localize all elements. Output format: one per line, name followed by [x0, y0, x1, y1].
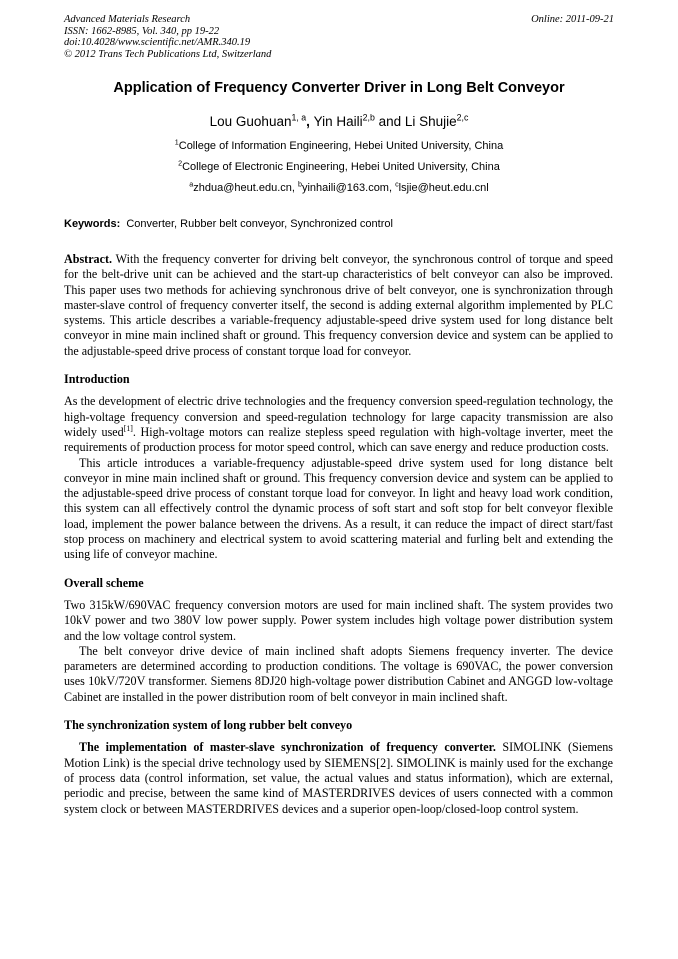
- affiliation-1: [0, 140, 678, 152]
- author-name: Lou Guohuan: [209, 114, 292, 129]
- journal-name: Advanced Materials Research: [64, 14, 191, 25]
- email-mark: c: [395, 180, 399, 189]
- email-text: yinhaili@163.com,: [301, 182, 396, 194]
- email-text: zhdua@heut.edu.cn,: [193, 182, 298, 194]
- email-mark: b: [298, 180, 302, 189]
- keywords-line: [64, 218, 393, 230]
- abstract-paragraph: [64, 252, 613, 359]
- affil-mark: 1: [174, 138, 179, 147]
- email-line: [0, 182, 678, 194]
- paragraph-text: SIMOLINK (Siemens Motion Link) is the special drive technology used by SIEMENS[2]. SIMOLINK is mainly used for the exchange of process data (control information, set value, the actual values and status information), which are external, periodic and precise, between the same kind of MASTERDRIVES devices of users connected with a common system clock or between MASTERDRIVES devices and a superior open-loop/closed-loop control system.: [64, 740, 613, 816]
- abstract-text: With the frequency converter for driving belt conveyor, the synchronous control of torque and speed for the belt-drive unit can be achieved and the start-up characteristics of belt conveyor can also be improved. This paper uses two methods for achieving synchronous drive of belt conveyor, one is synchronization through master-slave control of frequency converter itself, the second is adding external algorithm implemented by PLC systems. This article describes a variable-frequency adjustable-speed drive system used for long distance belt conveyor in mine main inclined shaft or ground. This frequency conversion device and system can be applied to the adjustable-speed drive process of constant torque load for conveyor.: [64, 252, 613, 358]
- issn-line: ISSN: 1662-8985, Vol. 340, pp 19-22: [64, 25, 220, 37]
- paragraph: [64, 740, 613, 816]
- author-affil-mark: 1, a: [291, 112, 307, 123]
- section-heading: Introduction: [64, 372, 130, 387]
- paragraph: Two 315kW/690VAC frequency conversion motors are used for main inclined shaft. The system provides two 10kV power and two 380V low power supply. Power system includes high voltage power distribution system and the low voltage control system.: [64, 597, 613, 643]
- author-list: [0, 114, 678, 129]
- citation: [1]: [123, 423, 133, 433]
- abstract-label: Abstract.: [64, 252, 113, 266]
- affil-text: College of Electronic Engineering, Hebei United University, China: [182, 161, 500, 173]
- affiliation-2: [0, 161, 678, 173]
- section-heading: Overall scheme: [64, 575, 144, 590]
- paragraph: This article introduces a variable-frequency adjustable-speed drive system used for long distance belt conveyor in mine main inclined shaft or ground. This frequency conversion device and system can be applied to the adjustable-speed drive process of constant torque load for conveyor. In light and heavy load work condition, this system can all effectively control the dynamic process of soft start and soft stop for belt conveyor flexible load, implement the power balance between the drivens. As a result, it can reduce the impact of direct start/fast stop process on machinery and electrical system to avoid scattering material and furling belt and extending the using life of conveyor machine.: [64, 455, 613, 562]
- keywords-text: Converter, Rubber belt conveyor, Synchronized control: [120, 218, 393, 230]
- copyright-line: © 2012 Trans Tech Publications Ltd, Switzerland: [64, 48, 272, 60]
- journal-header: [64, 14, 614, 60]
- affil-mark: 2: [178, 159, 183, 168]
- section-heading: The synchronization system of long rubber belt conveyo: [64, 718, 353, 733]
- author-affil-mark: 2,c: [456, 112, 469, 123]
- email-mark: a: [189, 180, 194, 189]
- paragraph: The belt conveyor drive device of main inclined shaft adopts Siemens frequency inverter. The device parameters are determined according to production conditions. The voltage is 690VAC, the power conversion uses 10kV/720V transformer. Siemens 8DJ20 high-voltage power distribution Cabinet and ANGGD low-voltage Cabinet are installed in the power distribution room of belt conveyor in main inclined shaft.: [64, 643, 613, 704]
- affil-text: College of Information Engineering, Hebei United University, China: [178, 140, 504, 152]
- doi-line: doi:10.4028/www.scientific.net/AMR.340.19: [64, 37, 251, 48]
- author-name: Li Shujie: [404, 114, 457, 129]
- author-name: Yin Haili: [313, 114, 363, 129]
- subsection-lead: The implementation of master-slave synchronization of frequency converter.: [79, 740, 496, 755]
- author-separator: and: [374, 114, 405, 129]
- paragraph: [64, 394, 613, 455]
- paragraph-text: As the development of electric drive technologies and the frequency conversion speed-regulation technology, the high-voltage frequency conversion and speed-regulation technology for large capacity transmission are also widely used: [64, 394, 613, 439]
- paragraph-text: . High-voltage motors can realize stepless speed regulation with high-voltage inverter, meet the requirements of production process for motor speed control, which can save energy and reduce production costs.: [64, 424, 614, 455]
- keywords-label: Keywords:: [64, 218, 121, 230]
- email-text: lsjie@heut.edu.cnl: [398, 182, 489, 194]
- paper-body: [64, 252, 613, 817]
- author-separator: ,: [306, 114, 314, 129]
- paper-title: Application of Frequency Converter Driver in Long Belt Conveyor: [113, 80, 565, 96]
- author-affil-mark: 2,b: [362, 112, 375, 123]
- online-date: Online: 2011-09-21: [531, 14, 614, 25]
